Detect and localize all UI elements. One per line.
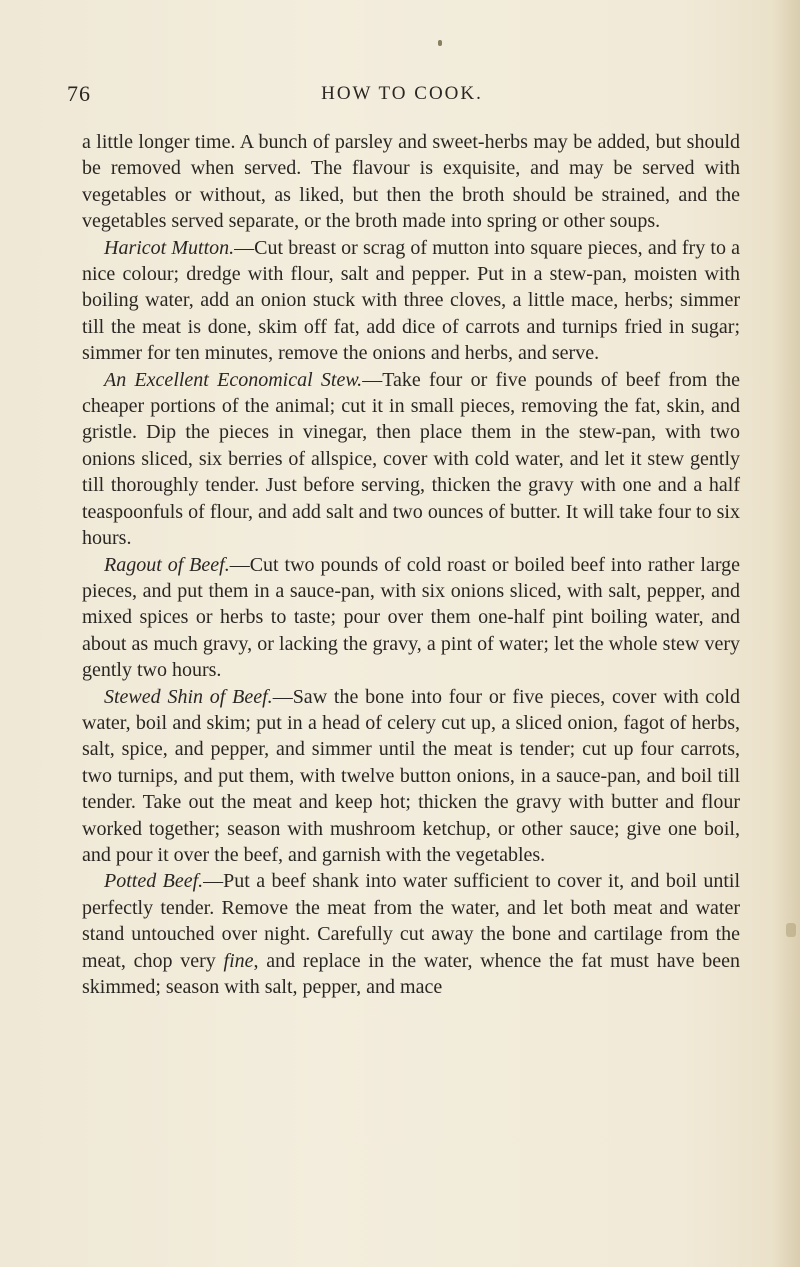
recipe-heading: An Excellent Economical Stew.: [104, 368, 363, 391]
recipe-text: —Cut two pounds of cold roast or boiled beef into rather large pieces, and put them in a sauce-pan, with six onions sliced, with salt, pepper, and mixed spices or herbs to taste; pour over them one-half pint boiling water, and about as much gravy, or lacking the gravy, a pint of water; let the whole stew very gently two hours.: [82, 553, 740, 682]
recipe-heading: Stewed Shin of Beef.: [104, 685, 273, 708]
page-header: [67, 81, 737, 111]
paragraph-text: a little longer time. A bunch of parsley and sweet-herbs may be added, but should be removed when served. The flavour is exquisite, and may be served with vegetables or without, as liked, but then the broth should be strained, and the vegetables served separate, or the broth made into spring or other soups.: [82, 131, 740, 233]
recipe-potted-beef: [82, 868, 740, 1000]
emphasized-word: fine: [223, 949, 254, 972]
recipe-text: —Put a beef shank into water sufficient to cover it, and boil until perfectly tender. Remove the meat from the water, and let both meat and water stand untouched over night. Carefully cut away the bone and cartilage from the meat, chop very: [82, 870, 740, 972]
recipe-text: , and replace in the water, whence the fat must have been skimmed; season with salt, pepper, and mace: [82, 949, 740, 998]
recipe-text: —Saw the bone into four or five pieces, cover with cold water, boil and skim; put in a head of celery cut up, a sliced onion, fagot of herbs, salt, spice, and pepper, and simmer until the meat is tender; cut up four carrots, two turnips, and put them, with twelve button onions, in a sauce-pan, and boil till tender. Take out the meat and keep hot; thicken the gravy with butter and flour worked together; season with mushroom ketchup, or other sauce; give one boil, and pour it over the beef, and garnish with the vegetables.: [82, 685, 740, 866]
recipe-economical-stew: [82, 367, 740, 552]
page-stain: [786, 923, 796, 937]
body-text: [82, 129, 740, 1000]
recipe-text: —Cut breast or scrag of mutton into square pieces, and fry to a nice colour; dredge with flour, salt and pepper. Put in a stew-pan, moisten with boiling water, add an onion stuck with three cloves, a little mace, herbs; simmer till the meat is done, skim off fat, add dice of carrots and turnips fried in sugar; simmer for ten minutes, remove the onions and herbs, and serve.: [82, 236, 740, 365]
recipe-heading: Haricot Mutton.: [104, 236, 235, 259]
page-number: 76: [67, 81, 91, 106]
recipe-stewed-shin-of-beef: [82, 684, 740, 869]
recipe-text: —Take four or five pounds of beef from the cheaper portions of the animal; cut it in small pieces, removing the fat, skin, and gristle. Dip the pieces in vinegar, then place them in the stew-pan, with two onions sliced, six berries of allspice, cover with cold water, and let it stew gently till thoroughly tender. Just before serving, thicken the gravy with one and a half teaspoonfuls of flour, and add salt and two ounces of butter. It will take four to six hours.: [82, 368, 740, 550]
running-title: HOW TO COOK.: [321, 83, 483, 104]
recipe-heading: Ragout of Beef.: [104, 553, 230, 576]
recipe-heading: Potted Beef.: [104, 870, 204, 893]
recipe-ragout-of-beef: [82, 552, 740, 684]
ink-speck: [438, 40, 442, 46]
recipe-haricot-mutton: [82, 235, 740, 367]
paragraph-continuation: [82, 129, 740, 235]
page-edge-shadow: [772, 0, 800, 1267]
